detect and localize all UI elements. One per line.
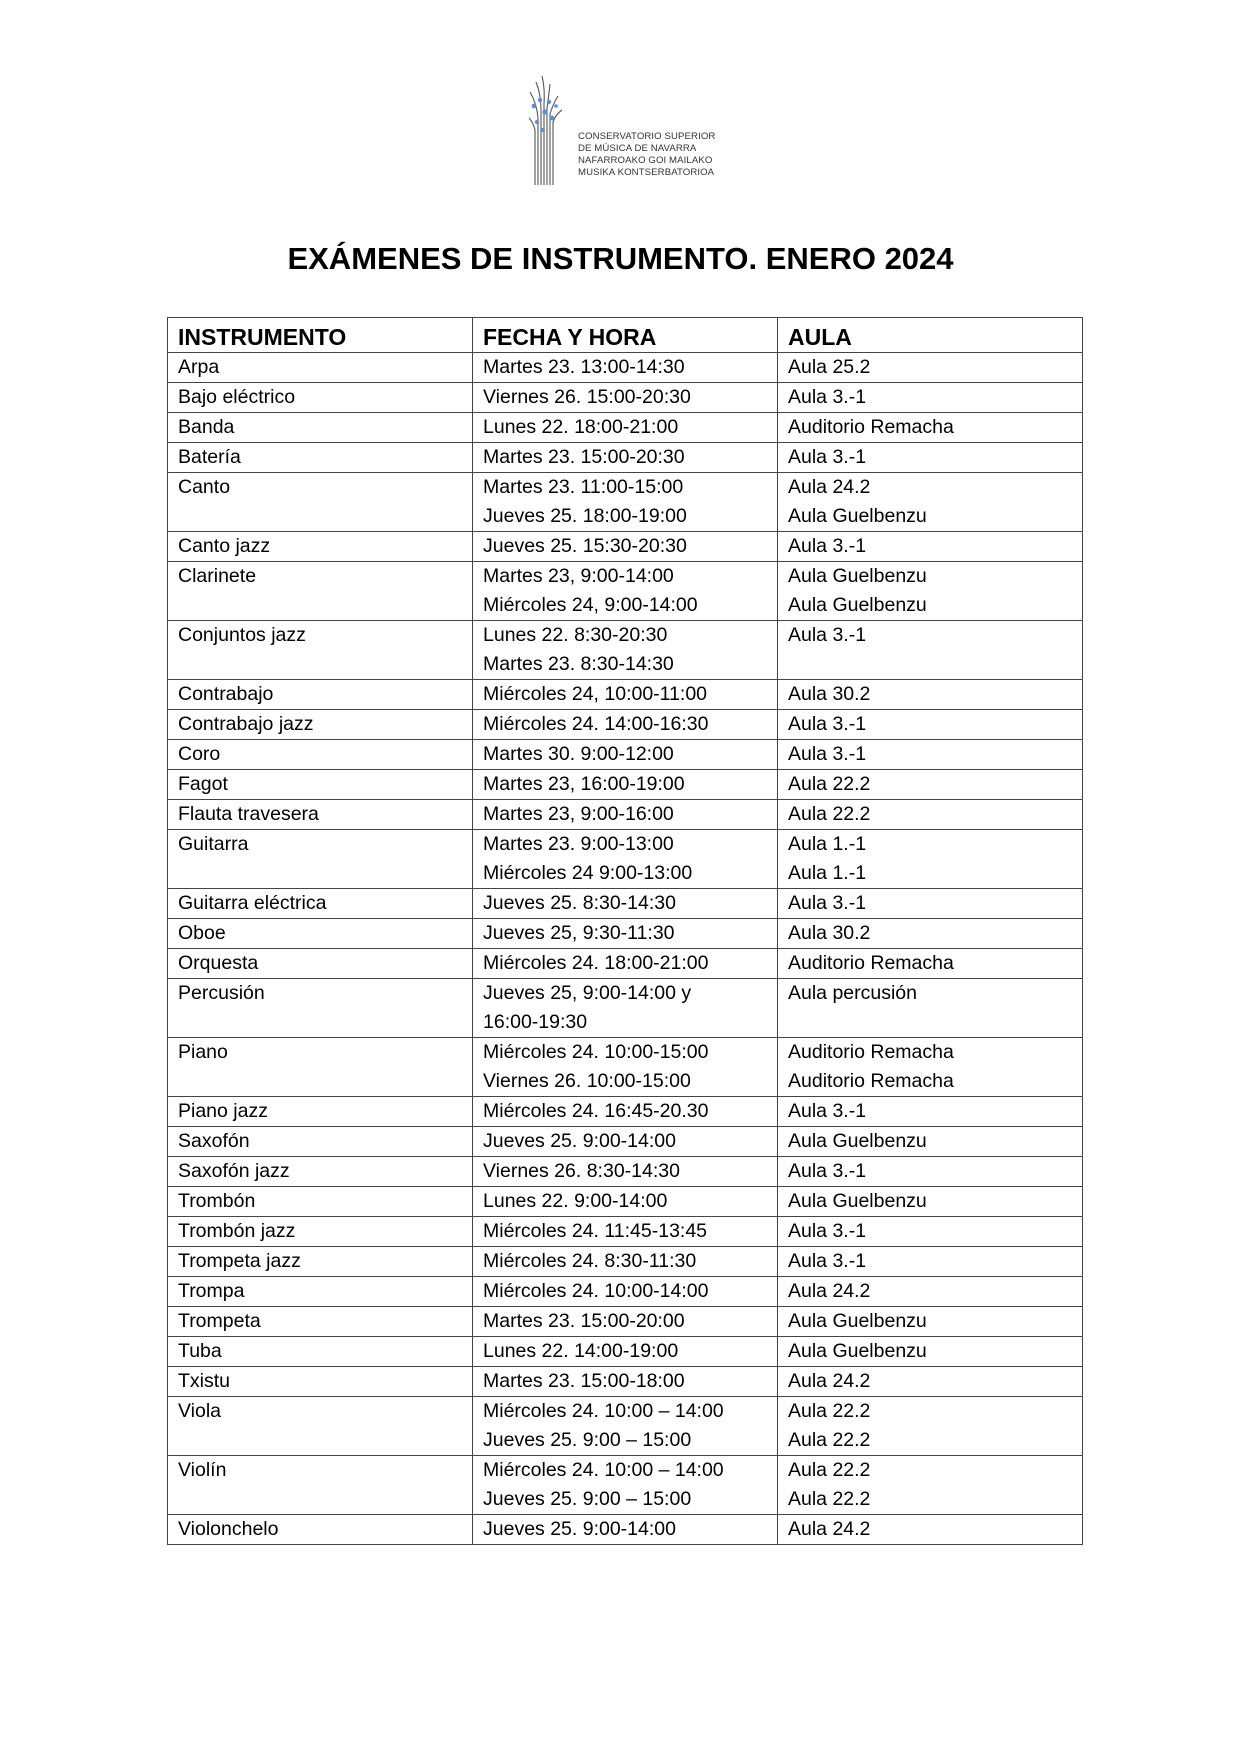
instrument-cell [168, 1515, 473, 1545]
room-line: Aula 22.2 [788, 803, 871, 825]
room-line: Aula 22.2 [788, 1459, 871, 1481]
date-time-line: Viernes 26. 10:00-15:00 [483, 1070, 691, 1092]
table-row [168, 1187, 1083, 1217]
logo-line: CONSERVATORIO SUPERIOR [578, 131, 716, 142]
instrument-cell [168, 1397, 473, 1456]
date-time-cell [473, 353, 778, 383]
room-line: Aula 22.2 [788, 1488, 871, 1510]
table-row [168, 413, 1083, 443]
instrument-cell [168, 1157, 473, 1187]
instrument-name: Guitarra eléctrica [178, 892, 327, 914]
date-time-line: Lunes 22. 14:00-19:00 [483, 1340, 679, 1362]
room-cell [778, 1277, 1083, 1307]
logo-reed-icon [528, 74, 576, 186]
room-cell [778, 621, 1083, 680]
room-cell [778, 1456, 1083, 1515]
date-time-cell [473, 1277, 778, 1307]
table-row [168, 1157, 1083, 1187]
table-row [168, 443, 1083, 473]
instrument-cell [168, 1217, 473, 1247]
date-time-line: Martes 23, 9:00-14:00 [483, 565, 674, 587]
room-line: Aula 3.-1 [788, 1250, 867, 1272]
date-time-cell [473, 680, 778, 710]
room-line: Aula 22.2 [788, 1429, 871, 1451]
table-row [168, 1127, 1083, 1157]
instrument-name: Trompa [178, 1280, 245, 1302]
room-cell [778, 1247, 1083, 1277]
instrument-cell [168, 1337, 473, 1367]
room-line: Aula Guelbenzu [788, 1130, 927, 1152]
table-row [168, 1038, 1083, 1097]
table-row [168, 830, 1083, 889]
date-time-cell [473, 562, 778, 621]
date-time-line: Martes 23. 9:00-13:00 [483, 833, 674, 855]
room-cell [778, 979, 1083, 1038]
header-room: AULA [778, 318, 1083, 353]
room-line: Auditorio Remacha [788, 416, 954, 438]
instrument-name: Oboe [178, 922, 226, 944]
table-row [168, 1217, 1083, 1247]
date-time-cell [473, 1515, 778, 1545]
room-line: Aula 22.2 [788, 1400, 871, 1422]
room-line: Aula 24.2 [788, 476, 871, 498]
table-row [168, 710, 1083, 740]
instrument-name: Violonchelo [178, 1518, 279, 1540]
date-time-cell [473, 1247, 778, 1277]
room-line: Aula 3.-1 [788, 1100, 867, 1122]
date-time-cell [473, 1038, 778, 1097]
date-time-line: Miércoles 24. 14:00-16:30 [483, 713, 709, 735]
room-line: Aula Guelbenzu [788, 1340, 927, 1362]
date-time-cell [473, 413, 778, 443]
room-line: Aula 3.-1 [788, 386, 867, 408]
instrument-name: Saxofón [178, 1130, 250, 1152]
date-time-cell [473, 949, 778, 979]
date-time-line: Martes 30. 9:00-12:00 [483, 743, 674, 765]
table-row [168, 889, 1083, 919]
date-time-line: Martes 23. 15:00-18:00 [483, 1370, 685, 1392]
date-time-cell [473, 1307, 778, 1337]
table-row [168, 740, 1083, 770]
room-cell [778, 830, 1083, 889]
room-cell [778, 1367, 1083, 1397]
date-time-cell [473, 979, 778, 1038]
exam-schedule-table [167, 317, 1083, 1545]
date-time-line: Martes 23. 13:00-14:30 [483, 356, 685, 378]
instrument-cell [168, 1127, 473, 1157]
instrument-name: Bajo eléctrico [178, 386, 296, 408]
instrument-name: Violín [178, 1459, 227, 1481]
table-row [168, 800, 1083, 830]
room-cell [778, 949, 1083, 979]
room-cell [778, 919, 1083, 949]
instrument-cell [168, 949, 473, 979]
instrument-name: Banda [178, 416, 235, 438]
table-row [168, 1367, 1083, 1397]
instrument-cell [168, 919, 473, 949]
instrument-cell [168, 1307, 473, 1337]
instrument-name: Clarinete [178, 565, 257, 587]
instrument-cell [168, 740, 473, 770]
room-cell [778, 1397, 1083, 1456]
instrument-cell [168, 1456, 473, 1515]
date-time-line: Jueves 25. 18:00-19:00 [483, 505, 687, 527]
table-row [168, 680, 1083, 710]
date-time-line: Miércoles 24. 11:45-13:45 [483, 1220, 708, 1242]
room-line: Aula 22.2 [788, 773, 871, 795]
date-time-cell [473, 770, 778, 800]
instrument-name: Arpa [178, 356, 220, 378]
logo-text [578, 131, 715, 179]
instrument-name: Tuba [178, 1340, 222, 1362]
date-time-line: Jueves 25, 9:30-11:30 [483, 922, 675, 944]
room-line: Auditorio Remacha [788, 952, 954, 974]
room-cell [778, 1307, 1083, 1337]
room-line: Auditorio Remacha [788, 1070, 954, 1092]
room-line: Auditorio Remacha [788, 1041, 954, 1063]
room-line: Aula 3.-1 [788, 713, 867, 735]
instrument-cell [168, 770, 473, 800]
date-time-line: Jueves 25. 9:00-14:00 [483, 1518, 676, 1540]
instrument-name: Guitarra [178, 833, 249, 855]
room-line: Aula Guelbenzu [788, 594, 927, 616]
room-line: Aula Guelbenzu [788, 505, 927, 527]
table-row [168, 770, 1083, 800]
instrument-name: Fagot [178, 773, 228, 795]
table-row [168, 1277, 1083, 1307]
date-time-line: Miércoles 24. 16:45-20.30 [483, 1100, 709, 1122]
room-cell [778, 413, 1083, 443]
date-time-cell [473, 1127, 778, 1157]
room-cell [778, 1157, 1083, 1187]
room-cell [778, 562, 1083, 621]
table-row [168, 562, 1083, 621]
date-time-line: Jueves 25. 9:00 – 15:00 [483, 1488, 692, 1510]
table-row [168, 532, 1083, 562]
date-time-line: Miércoles 24. 10:00-14:00 [483, 1280, 709, 1302]
room-line: Aula 3.-1 [788, 1160, 867, 1182]
instrument-cell [168, 532, 473, 562]
date-time-cell [473, 710, 778, 740]
table-row [168, 1097, 1083, 1127]
instrument-cell [168, 1097, 473, 1127]
instrument-name: Txistu [178, 1370, 231, 1392]
date-time-line: Miércoles 24. 10:00 – 14:00 [483, 1400, 724, 1422]
date-time-line: Martes 23, 16:00-19:00 [483, 773, 685, 795]
date-time-line: Lunes 22. 8:30-20:30 [483, 624, 668, 646]
date-time-cell [473, 1367, 778, 1397]
table-row [168, 949, 1083, 979]
room-line: Aula 24.2 [788, 1280, 871, 1302]
table-header-row [168, 318, 1083, 353]
date-time-line: Miércoles 24. 8:30-11:30 [483, 1250, 697, 1272]
instrument-cell [168, 1187, 473, 1217]
room-line: Aula 3.-1 [788, 535, 867, 557]
table-row [168, 621, 1083, 680]
logo-line: DE MÚSICA DE NAVARRA [578, 143, 697, 154]
instrument-cell [168, 562, 473, 621]
room-cell [778, 443, 1083, 473]
date-time-line: Miércoles 24, 9:00-14:00 [483, 594, 698, 616]
date-time-line: Martes 23. 15:00-20:00 [483, 1310, 685, 1332]
room-cell [778, 710, 1083, 740]
instrument-name: Trompeta [178, 1310, 261, 1332]
room-cell [778, 1038, 1083, 1097]
instrument-cell [168, 383, 473, 413]
room-cell [778, 680, 1083, 710]
date-time-line: Miércoles 24. 10:00-15:00 [483, 1041, 709, 1063]
instrument-name: Piano jazz [178, 1100, 268, 1122]
date-time-line: Jueves 25. 8:30-14:30 [483, 892, 676, 914]
conservatory-logo [528, 74, 728, 186]
instrument-name: Contrabajo jazz [178, 713, 314, 735]
date-time-line: Miércoles 24. 18:00-21:00 [483, 952, 709, 974]
table-row [168, 383, 1083, 413]
instrument-name: Percusión [178, 982, 265, 1004]
room-cell [778, 1515, 1083, 1545]
table-body [168, 353, 1083, 1545]
date-time-cell [473, 740, 778, 770]
date-time-cell [473, 532, 778, 562]
instrument-cell [168, 830, 473, 889]
instrument-cell [168, 889, 473, 919]
date-time-cell [473, 443, 778, 473]
instrument-cell [168, 621, 473, 680]
date-time-line: Miércoles 24 9:00-13:00 [483, 862, 693, 884]
page-title: EXÁMENES DE INSTRUMENTO. ENERO 2024 [287, 241, 954, 276]
table-row [168, 473, 1083, 532]
date-time-line: Jueves 25. 9:00 – 15:00 [483, 1429, 692, 1451]
table-row [168, 919, 1083, 949]
room-line: Aula 24.2 [788, 1518, 871, 1540]
instrument-name: Viola [178, 1400, 222, 1422]
date-time-cell [473, 919, 778, 949]
room-line: Aula Guelbenzu [788, 565, 927, 587]
room-cell [778, 800, 1083, 830]
table-row [168, 1307, 1083, 1337]
instrument-name: Canto [178, 476, 231, 498]
room-cell [778, 353, 1083, 383]
instrument-cell [168, 680, 473, 710]
date-time-cell [473, 1456, 778, 1515]
instrument-cell [168, 1038, 473, 1097]
date-time-cell [473, 473, 778, 532]
date-time-line: Jueves 25. 15:30-20:30 [483, 535, 687, 557]
room-line: Aula 1.-1 [788, 833, 867, 855]
room-cell [778, 889, 1083, 919]
instrument-cell [168, 443, 473, 473]
instrument-cell [168, 413, 473, 443]
date-time-line: Martes 23, 9:00-16:00 [483, 803, 674, 825]
room-line: Aula percusión [788, 982, 917, 1004]
room-line: Aula 3.-1 [788, 892, 867, 914]
date-time-cell [473, 800, 778, 830]
room-cell [778, 383, 1083, 413]
date-time-line: Jueves 25, 9:00-14:00 y [483, 982, 692, 1004]
room-cell [778, 473, 1083, 532]
room-line: Aula 25.2 [788, 356, 871, 378]
date-time-line: Miércoles 24, 10:00-11:00 [483, 683, 708, 705]
table-row [168, 1397, 1083, 1456]
room-line: Aula Guelbenzu [788, 1190, 927, 1212]
room-cell [778, 1187, 1083, 1217]
date-time-line: Martes 23. 11:00-15:00 [483, 476, 684, 498]
table-row [168, 1337, 1083, 1367]
date-time-line: Martes 23. 8:30-14:30 [483, 653, 674, 675]
instrument-name: Trompeta jazz [178, 1250, 301, 1272]
room-cell [778, 740, 1083, 770]
instrument-name: Flauta travesera [178, 803, 319, 825]
room-line: Aula 3.-1 [788, 446, 867, 468]
date-time-cell [473, 889, 778, 919]
date-time-line: Jueves 25. 9:00-14:00 [483, 1130, 676, 1152]
date-time-cell [473, 621, 778, 680]
instrument-name: Trombón [178, 1190, 256, 1212]
header-date-time: FECHA Y HORA [473, 318, 778, 353]
logo-line: NAFARROAKO GOI MAILAKO [578, 155, 713, 166]
date-time-line: Viernes 26. 15:00-20:30 [483, 386, 691, 408]
instrument-cell [168, 473, 473, 532]
date-time-line: 16:00-19:30 [483, 1011, 588, 1033]
date-time-line: Miércoles 24. 10:00 – 14:00 [483, 1459, 724, 1481]
instrument-name: Saxofón jazz [178, 1160, 290, 1182]
date-time-line: Lunes 22. 9:00-14:00 [483, 1190, 668, 1212]
instrument-name: Conjuntos jazz [178, 624, 306, 646]
instrument-name: Trombón jazz [178, 1220, 296, 1242]
instrument-name: Coro [178, 743, 221, 765]
table-row [168, 979, 1083, 1038]
table-row [168, 1515, 1083, 1545]
instrument-name: Canto jazz [178, 535, 271, 557]
instrument-cell [168, 1247, 473, 1277]
instrument-name: Piano [178, 1041, 228, 1063]
room-cell [778, 1217, 1083, 1247]
date-time-cell [473, 1397, 778, 1456]
date-time-cell [473, 1337, 778, 1367]
room-line: Aula 24.2 [788, 1370, 871, 1392]
room-cell [778, 770, 1083, 800]
date-time-line: Lunes 22. 18:00-21:00 [483, 416, 679, 438]
room-line: Aula Guelbenzu [788, 1310, 927, 1332]
date-time-cell [473, 1157, 778, 1187]
room-line: Aula 3.-1 [788, 743, 867, 765]
table-row [168, 1456, 1083, 1515]
logo-line: MUSIKA KONTSERBATORIOA [578, 167, 715, 178]
date-time-cell [473, 830, 778, 889]
instrument-cell [168, 800, 473, 830]
instrument-name: Orquesta [178, 952, 259, 974]
room-line: Aula 3.-1 [788, 624, 867, 646]
instrument-cell [168, 1277, 473, 1307]
date-time-line: Martes 23. 15:00-20:30 [483, 446, 685, 468]
instrument-name: Batería [178, 446, 241, 468]
date-time-cell [473, 1217, 778, 1247]
instrument-cell [168, 353, 473, 383]
table-row [168, 1247, 1083, 1277]
date-time-cell [473, 1097, 778, 1127]
date-time-line: Viernes 26. 8:30-14:30 [483, 1160, 680, 1182]
room-cell [778, 1127, 1083, 1157]
room-cell [778, 1097, 1083, 1127]
instrument-cell [168, 1367, 473, 1397]
instrument-name: Contrabajo [178, 683, 274, 705]
room-line: Aula 30.2 [788, 922, 871, 944]
instrument-cell [168, 710, 473, 740]
instrument-cell [168, 979, 473, 1038]
room-cell [778, 532, 1083, 562]
room-line: Aula 1.-1 [788, 862, 867, 884]
room-cell [778, 1337, 1083, 1367]
room-line: Aula 3.-1 [788, 1220, 867, 1242]
date-time-cell [473, 383, 778, 413]
table-row [168, 353, 1083, 383]
date-time-cell [473, 1187, 778, 1217]
header-instrument: INSTRUMENTO [168, 318, 473, 353]
room-line: Aula 30.2 [788, 683, 871, 705]
